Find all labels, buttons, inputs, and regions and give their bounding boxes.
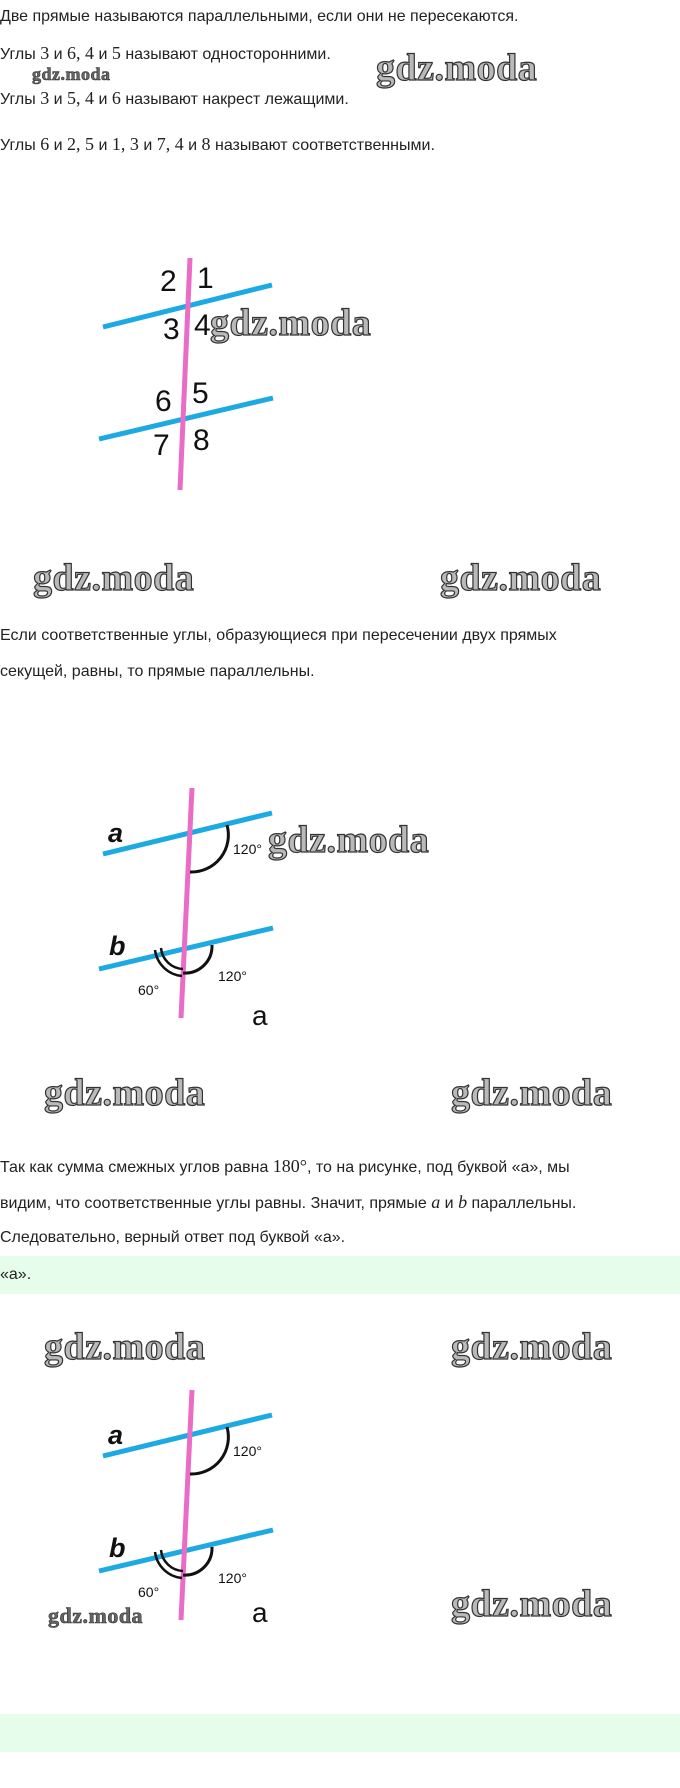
watermark: gdz.moda <box>451 1326 613 1368</box>
line-label-a: a <box>108 1420 124 1450</box>
watermark-small: gdz.moda <box>48 1603 144 1628</box>
watermark: gdz.moda <box>44 1326 206 1368</box>
angle-label-4: 4 <box>194 309 211 342</box>
answer-block-footer <box>0 1714 680 1752</box>
criterion-line-1: Если соответственные углы, образующиеся при пересечении двух прямых <box>0 627 557 644</box>
one-sided-sentence: Углы 3 и 6, 4 и 5 называют односторонними. <box>0 43 331 63</box>
watermark: gdz.moda <box>33 557 195 599</box>
angle-120-top: 120° <box>233 841 262 857</box>
angle-60: 60° <box>138 982 160 998</box>
watermark: gdz.moda <box>268 819 430 861</box>
criterion-line-2: секущей, равны, то прямые параллельны. <box>0 663 315 680</box>
watermark-small: gdz.moda <box>32 64 111 84</box>
angle-120-bottom: 120° <box>218 968 247 984</box>
angle-label-1: 1 <box>197 262 214 295</box>
angle-120-top: 120° <box>233 1443 262 1459</box>
angle-label-3: 3 <box>163 313 180 346</box>
answer-block <box>0 1256 680 1294</box>
angle-label-5: 5 <box>192 377 209 410</box>
corresponding-sentence: Углы 6 и 2, 5 и 1, 3 и 7, 4 и 8 называют соответственными. <box>0 134 435 154</box>
watermark: gdz.moda <box>44 1072 206 1114</box>
def-parallel: Две прямые называются параллельными, если они не пересекаются. <box>0 8 519 25</box>
answer-text: «а». <box>0 1266 32 1283</box>
explain-line-1: Так как сумма смежных углов равна 180°, то на рисунке, под буквой «а», мы <box>0 1156 570 1176</box>
watermark: gdz.moda <box>210 302 372 344</box>
explain-line-3: Следовательно, верный ответ под буквой «а». <box>0 1229 346 1246</box>
angle-120-bottom: 120° <box>218 1570 247 1586</box>
figure-caption: а <box>252 1597 268 1628</box>
angle-label-6: 6 <box>155 385 172 418</box>
watermark: gdz.moda <box>440 557 602 599</box>
watermark: gdz.moda <box>451 1583 613 1625</box>
angle-label-2: 2 <box>160 265 177 298</box>
figure-angles-numbered <box>0 250 680 500</box>
explain-line-2: видим, что соответственные углы равны. Значит, прямые a и b параллельны. <box>0 1192 577 1212</box>
cross-sentence: Углы 3 и 5, 4 и 6 называют накрест лежащими. <box>0 88 349 108</box>
line-label-a: a <box>108 818 124 848</box>
watermark: gdz.moda <box>376 47 538 89</box>
figure-caption: а <box>252 1000 268 1031</box>
angle-60: 60° <box>138 1584 160 1600</box>
angle-label-8: 8 <box>193 424 210 457</box>
line-label-b: b <box>109 1533 126 1563</box>
angle-label-7: 7 <box>153 429 170 462</box>
line-label-b: b <box>109 931 126 961</box>
watermark: gdz.moda <box>451 1072 613 1114</box>
